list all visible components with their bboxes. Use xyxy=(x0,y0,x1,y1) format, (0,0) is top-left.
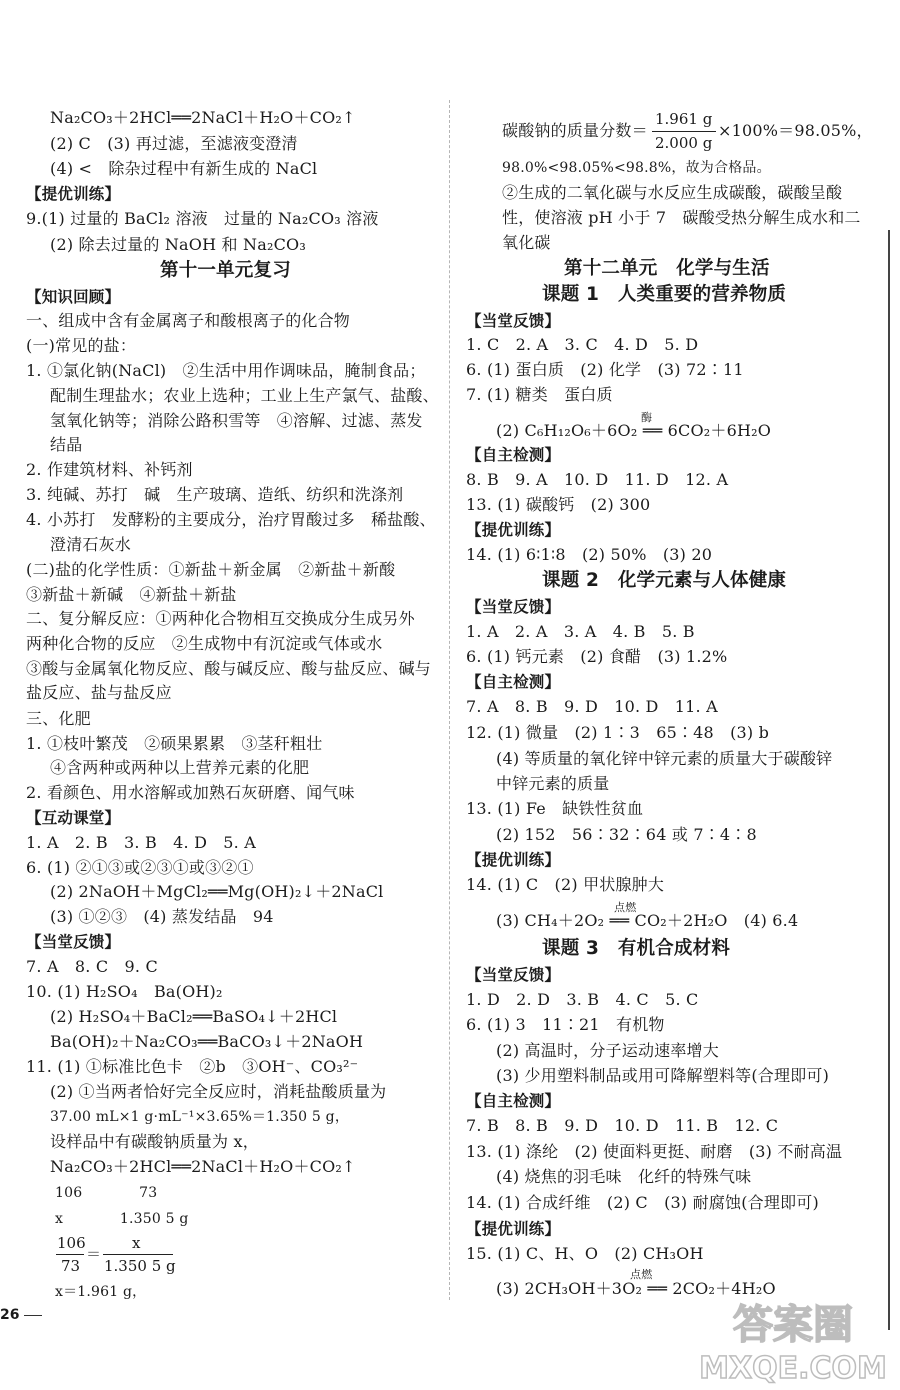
fraction-denominator: 73 xyxy=(61,1257,81,1275)
answer-line: 7. A 8. B 9. D 10. D 11. A xyxy=(466,697,718,716)
lesson-title: 课题 2 化学元素与人体健康 xyxy=(542,570,787,591)
page-number: 26 xyxy=(0,1307,20,1323)
answer-line: (2) ①当两者恰好完全反应时，消耗盐酸质量为 xyxy=(50,1082,387,1101)
answer-line: 15. (1) C、H、O (2) CH₃OH xyxy=(466,1244,704,1263)
section-heading: 【提优训练】 xyxy=(26,185,121,203)
answer-line: ②生成的二氧化碳与水反应生成碳酸，碳酸呈酸 xyxy=(502,183,843,202)
answer-line: 98.0%<98.05%<98.8%，故为合格品。 xyxy=(502,160,771,176)
section-heading: 【自主检测】 xyxy=(466,673,561,691)
answer-line: 三、化肥 xyxy=(26,709,91,728)
column-divider xyxy=(449,100,450,1300)
answer-line: 性，使溶液 pH 小于 7 碳酸受热分解生成水和二 xyxy=(502,208,861,227)
answer-line: (二)盐的化学性质：①新盐＋新金属 ②新盐＋新酸 xyxy=(26,560,396,579)
answer-line: 中锌元素的质量 xyxy=(496,774,610,793)
equation-line: (2) C₆H₁₂O₆＋6O₂ ══ 6CO₂＋6H₂O xyxy=(496,421,772,440)
fraction-numerator: 1.961 g xyxy=(655,110,713,128)
fraction-bar xyxy=(652,131,716,132)
section-heading: 【当堂反馈】 xyxy=(26,933,121,951)
answer-line: 1. C 2. A 3. C 4. D 5. D xyxy=(466,335,699,354)
answer-line: 两种化合物的反应 ②生成物中有沉淀或气体或水 xyxy=(26,634,383,653)
answer-line: (一)常见的盐： xyxy=(26,336,137,355)
answer-line: 二、复分解反应：①两种化合物相互交换成分生成另外 xyxy=(26,609,415,628)
answer-line: 14. (1) C (2) 甲状腺肿大 xyxy=(466,875,665,894)
answer-line: 一、组成中含有金属离子和酸根离子的化合物 xyxy=(26,311,351,330)
section-heading: 【提优训练】 xyxy=(466,1220,561,1238)
fraction-numerator: 106 xyxy=(57,1234,86,1252)
answer-line: 14. (1) 合成纤维 (2) C (3) 耐腐蚀(合理即可) xyxy=(466,1193,819,1212)
answer-line: 11. (1) ①标准比色卡 ②b ③OH⁻、CO₃²⁻ xyxy=(26,1057,359,1076)
answer-line: 1. D 2. D 3. B 4. C 5. C xyxy=(466,990,699,1009)
answer-line: 7. (1) 糖类 蛋白质 xyxy=(466,385,613,404)
answer-line: 盐反应、盐与盐反应 xyxy=(26,683,172,702)
watermark-logo xyxy=(690,1296,896,1386)
fraction-denominator: 1.350 5 g xyxy=(104,1257,176,1275)
section-heading: 【当堂反馈】 xyxy=(466,598,561,616)
answer-line: (2) 除去过量的 NaOH 和 Na₂CO₃ xyxy=(50,235,306,254)
answer-line: 6. (1) 蛋白质 (2) 化学 (3) 72∶11 xyxy=(466,360,744,379)
fraction-denominator: 2.000 g xyxy=(655,134,713,152)
answer-line: 13. (1) 碳酸钙 (2) 300 xyxy=(466,495,651,514)
answer-line: 1. ①枝叶繁茂 ②硕果累累 ③茎秆粗壮 xyxy=(26,734,323,753)
unit-title: 第十一单元复习 xyxy=(160,260,291,281)
section-heading: 【互动课堂】 xyxy=(26,809,121,827)
answer-line: 6. (1) ②①③或②③①或③②① xyxy=(26,858,254,877)
answer-line: (2) 152 56∶32∶64 或 7∶4∶8 xyxy=(496,825,757,844)
answer-line: 2. 看颜色、用水溶解或加熟石灰研磨、闻气味 xyxy=(26,783,355,802)
equation-line: (2) H₂SO₄＋BaCl₂══BaSO₄↓＋2HCl xyxy=(50,1007,338,1026)
equation-line: (3) CH₄＋2O₂ ══ CO₂＋2H₂O (4) 6.4 xyxy=(496,911,799,930)
answer-line: 1. A 2. B 3. B 4. D 5. A xyxy=(26,833,257,852)
section-heading: 【提优训练】 xyxy=(466,851,561,869)
answer-line: 1. ①氯化钠(NaCl) ②生活中用作调味品，腌制食品； xyxy=(26,361,426,380)
answer-line: 氧化碳 xyxy=(502,233,551,252)
answer-line: (3) 少用塑料制品或用可降解塑料等(合理即可) xyxy=(496,1066,830,1085)
answer-line: 6. (1) 3 11∶21 有机物 xyxy=(466,1015,665,1034)
answer-line: (4) 等质量的氧化锌中锌元素的质量大于碳酸锌 xyxy=(496,749,833,768)
answer-line: (2) 高温时，分子运动速率增大 xyxy=(496,1041,719,1060)
answer-line: 2. 作建筑材料、补钙剂 xyxy=(26,460,193,479)
formula-suffix: ×100%＝98.05%， xyxy=(718,121,873,140)
answer-line: 6. (1) 钙元素 (2) 食醋 (3) 1.2% xyxy=(466,647,728,666)
unit-title: 第十二单元 化学与生活 xyxy=(564,258,770,279)
answer-line: (3) ①②③ (4) 蒸发结晶 94 xyxy=(50,907,274,926)
answer-line: 9.(1) 过量的 BaCl₂ 溶液 过量的 Na₂CO₃ 溶液 xyxy=(26,209,379,228)
section-heading: 【当堂反馈】 xyxy=(466,966,561,984)
answer-line: 7. B 8. B 9. D 10. D 11. B 12. C xyxy=(466,1116,779,1135)
section-heading: 【提优训练】 xyxy=(466,521,561,539)
answer-line: 4. 小苏打 发酵粉的主要成分，治疗胃酸过多 稀盐酸、 xyxy=(26,510,436,529)
equation-line: (3) 2CH₃OH＋3O₂ ══ 2CO₂＋4H₂O xyxy=(496,1279,776,1298)
equation-line: (2) 2NaOH＋MgCl₂══Mg(OH)₂↓＋2NaCl xyxy=(50,882,384,901)
reaction-condition: 点燃 xyxy=(630,1268,653,1281)
lesson-title: 课题 3 有机合成材料 xyxy=(542,938,731,959)
section-heading: 【自主检测】 xyxy=(466,446,561,464)
page-edge-line xyxy=(888,230,890,1330)
formula-prefix: 碳酸钠的质量分数＝ xyxy=(502,121,648,140)
answer-line: 8. B 9. A 10. D 11. D 12. A xyxy=(466,470,729,489)
page-number-dash xyxy=(24,1315,42,1316)
reaction-condition: 点燃 xyxy=(614,901,637,914)
answer-line: 37.00 mL×1 g·mL⁻¹×3.65%＝1.350 5 g， xyxy=(50,1109,350,1125)
answer-line: 13. (1) 涤纶 (2) 使面料更挺、耐磨 (3) 不耐高温 xyxy=(466,1142,843,1161)
section-heading: 【知识回顾】 xyxy=(26,288,121,306)
answer-line: 配制生理盐水；农业上选种；工业上生产氯气、盐酸、 xyxy=(50,386,439,405)
answer-line: 13. (1) Fe 缺铁性贫血 xyxy=(466,799,644,818)
lesson-title: 课题 1 人类重要的营养物质 xyxy=(542,284,787,305)
answer-line: ④含两种或两种以上营养元素的化肥 xyxy=(50,758,310,777)
answer-line: 结晶 xyxy=(50,435,83,454)
fraction-bar xyxy=(56,1254,84,1255)
answer-line: 氢氧化钠等；消除公路积雪等 ④溶解、过滤、蒸发 xyxy=(50,411,423,430)
answer-line: 12. (1) 微量 (2) 1∶3 65∶48 (3) b xyxy=(466,723,770,742)
answer-line: (4) 烧焦的羽毛味 化纤的特殊气味 xyxy=(496,1167,752,1186)
answer-line: 14. (1) 6∶1∶8 (2) 50% (3) 20 xyxy=(466,545,713,564)
answer-line: 设样品中有碳酸钠质量为 x， xyxy=(50,1132,259,1151)
answer-line: (4) < 除杂过程中有新生成的 NaCl xyxy=(50,159,318,178)
equation-line: Na₂CO₃＋2HCl══2NaCl＋H₂O＋CO₂↑ xyxy=(50,1157,356,1176)
answer-line: 1. A 2. A 3. A 4. B 5. B xyxy=(466,622,695,641)
watermark-line1: 答案圈 xyxy=(733,1302,853,1348)
reaction-condition: 酶 xyxy=(641,411,653,424)
section-heading: 【当堂反馈】 xyxy=(466,312,561,330)
watermark-line2: MXQE.COM xyxy=(699,1351,887,1386)
answer-line: 3. 纯碱、苏打 碱 生产玻璃、造纸、纺织和洗涤剂 xyxy=(26,485,404,504)
equation-line: Na₂CO₃＋2HCl══2NaCl＋H₂O＋CO₂↑ xyxy=(50,108,356,127)
answer-line: x 1.350 5 g xyxy=(55,1211,189,1227)
equation-line: Ba(OH)₂＋Na₂CO₃══BaCO₃↓＋2NaOH xyxy=(50,1032,364,1051)
fraction-numerator: x xyxy=(132,1234,141,1252)
answer-line: 7. A 8. C 9. C xyxy=(26,957,158,976)
fraction-bar xyxy=(103,1254,173,1255)
answer-line: (2) C (3) 再过滤，至滤液变澄清 xyxy=(50,134,298,153)
answer-line: 106 73 xyxy=(55,1185,158,1201)
answer-line: x＝1.961 g， xyxy=(55,1284,147,1300)
answer-line: ③酸与金属氧化物反应、酸与碱反应、酸与盐反应、碱与 xyxy=(26,659,432,678)
equals-sign: ＝ xyxy=(86,1245,102,1263)
section-heading: 【自主检测】 xyxy=(466,1092,561,1110)
answer-line: ③新盐＋新碱 ④新盐＋新盐 xyxy=(26,585,237,604)
answer-line: 澄清石灰水 xyxy=(50,535,132,554)
answer-line: 10. (1) H₂SO₄ Ba(OH)₂ xyxy=(26,982,223,1001)
